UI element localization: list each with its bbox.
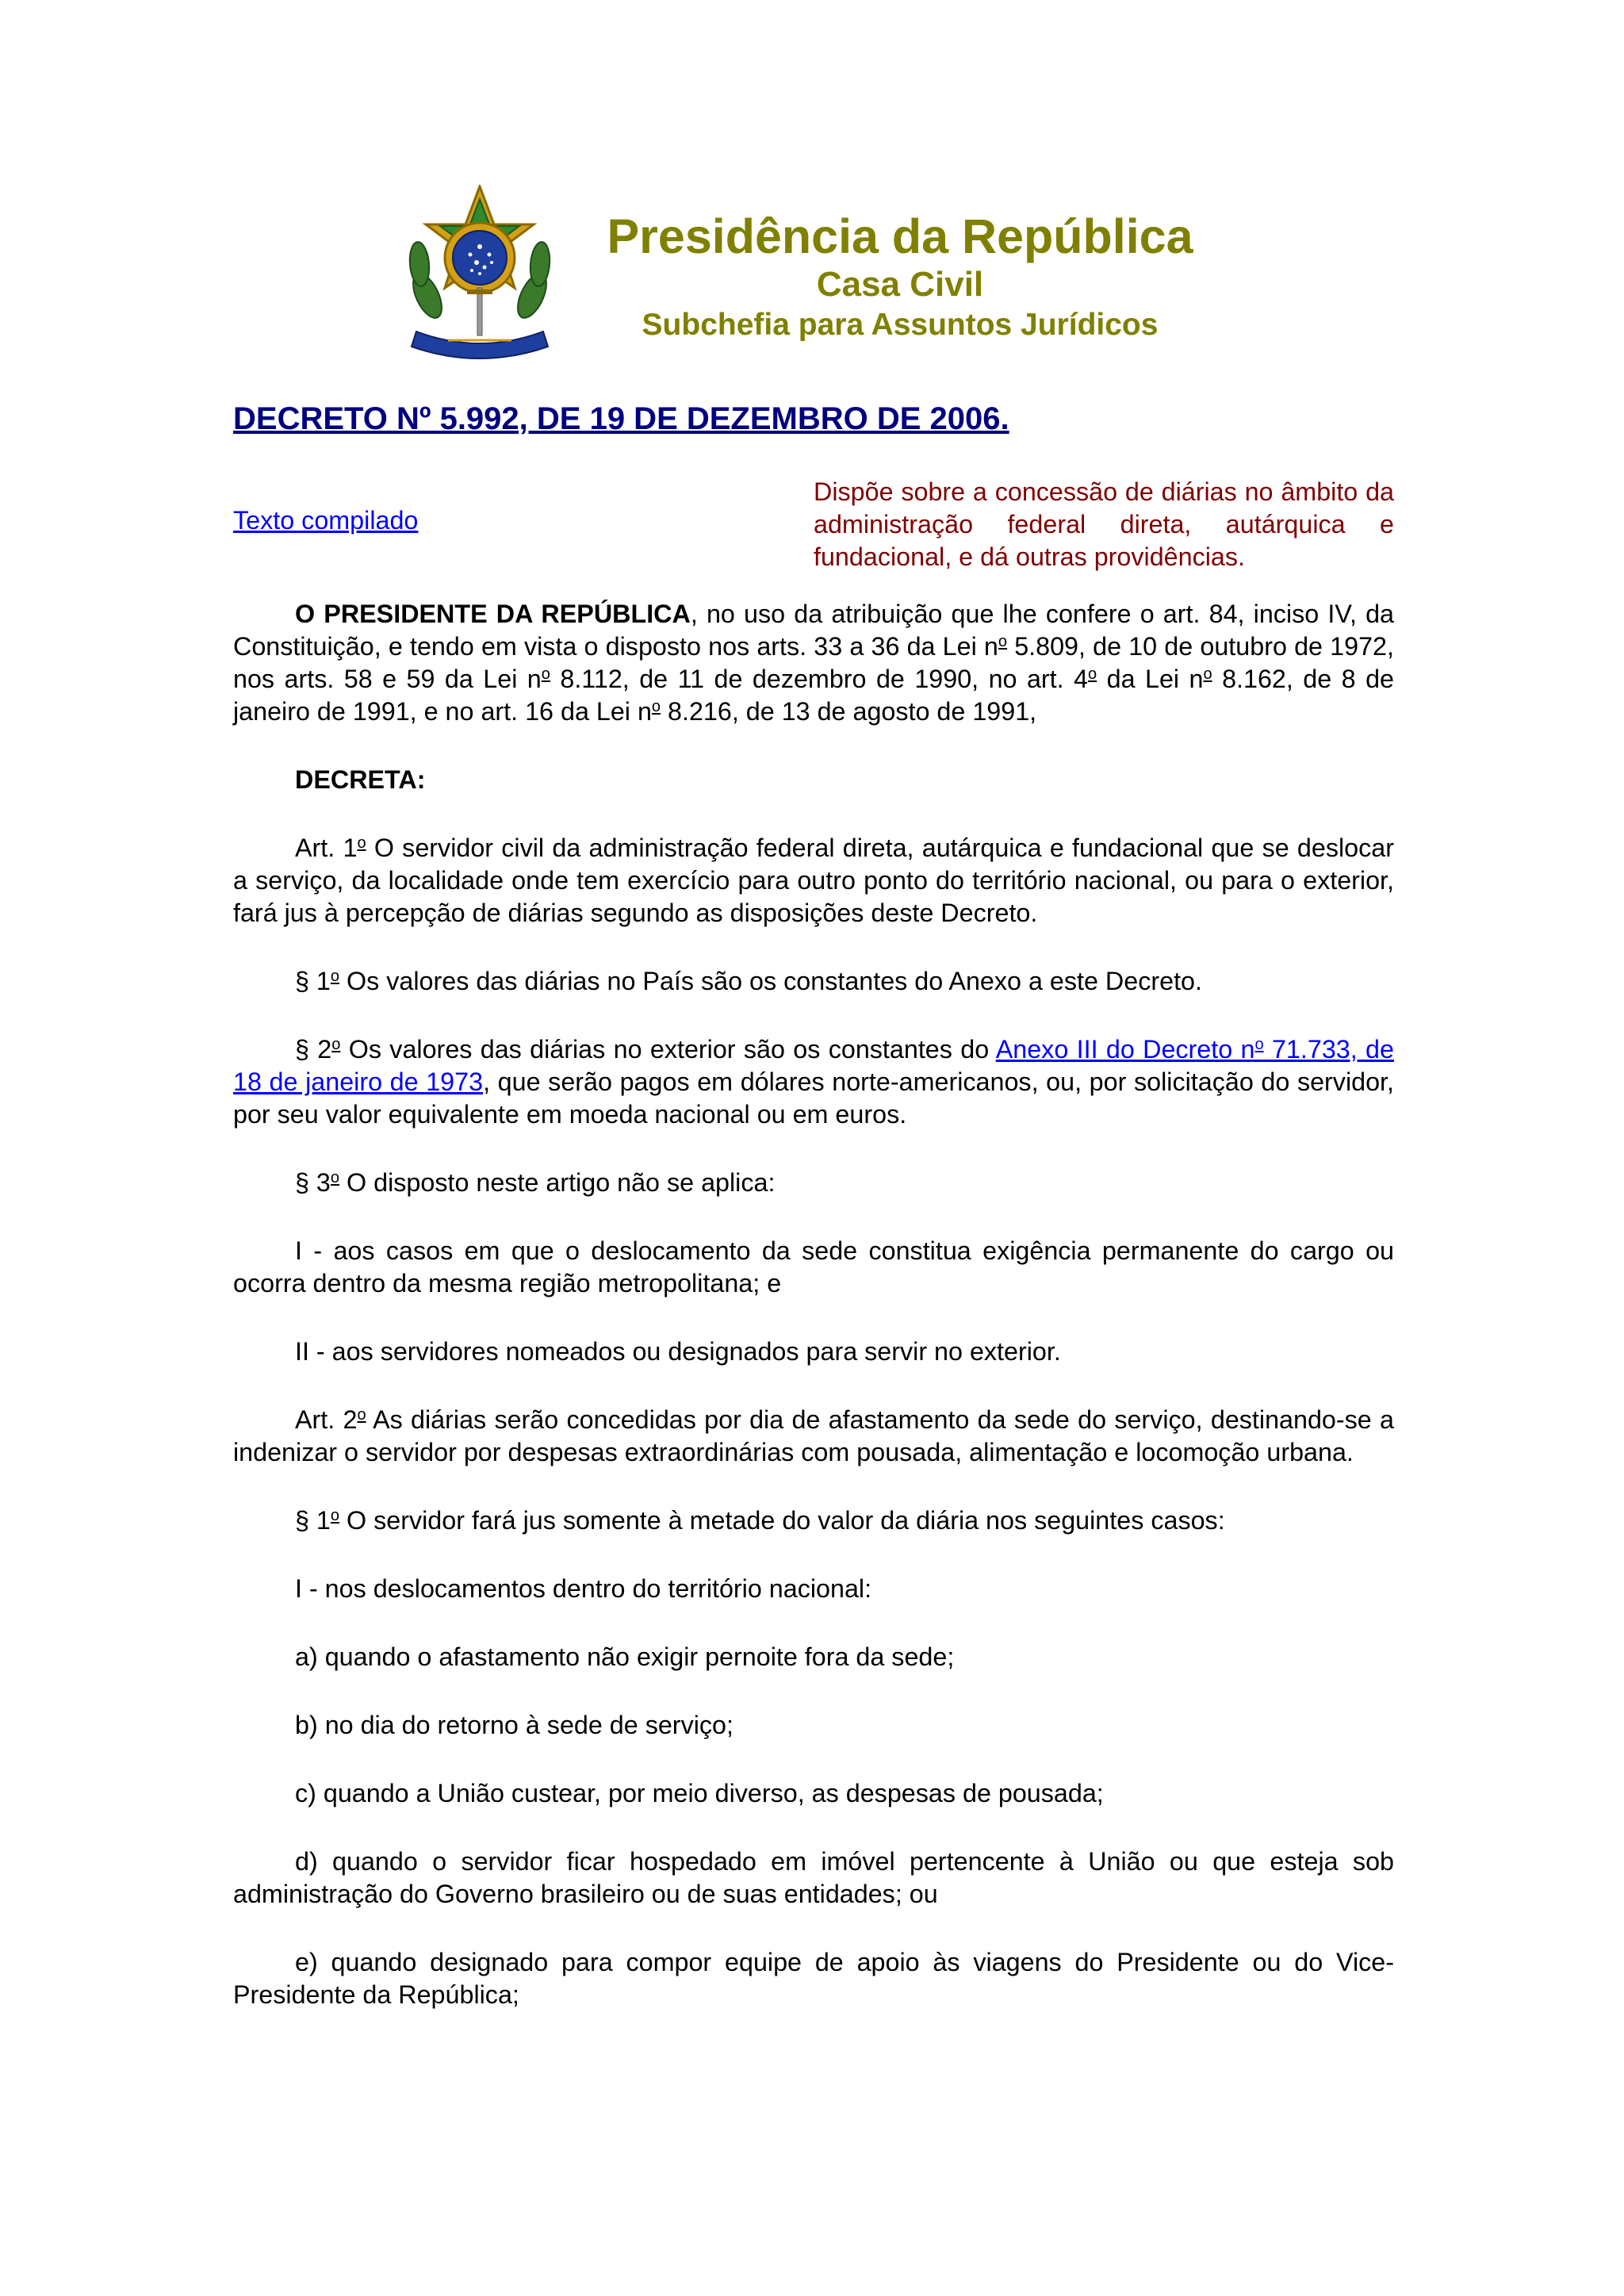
ordinal-sup: o [330,1507,340,1524]
ordinal-sup: o [330,968,340,985]
article-2-paragraph-1 [233,1504,1394,1537]
article-1-paragraph-3-item-i: I - aos casos em que o deslocamento da sede constitua exigência permanente do cargo ou ocorra dentro da mesma região metropolitana; e [233,1236,1394,1297]
ordinal-sup: o [651,698,661,715]
paragraph-text: O servidor fará jus somente à metade do valor da diária nos seguintes casos: [339,1506,1225,1535]
paragraph-label: § 2 [295,1035,332,1064]
decree-body [233,397,1394,2047]
article-1-paragraph-3 [233,1167,1394,1199]
link-text: 71.733, de 18 de janeiro de 1973 [233,1035,1394,1096]
ordinal-sup: o [330,1169,340,1186]
ordinal-sup: o [1088,665,1097,683]
article-2 [233,1404,1394,1469]
header-division: Subchefia para Assuntos Jurídicos [642,308,1159,342]
article-1 [233,832,1394,930]
article-text: O servidor civil da administração federal direta, autárquica e fundacional que se deslocar a serviço, da localidade onde tem exercício para outro ponto do território nacional, ou para o exterior, fará jus à percepção de diárias segundo as disposições deste Decreto. [233,834,1394,927]
paragraph-text: Os valores das diárias no País são os constantes do Anexo a este Decreto. [339,967,1202,995]
article-label: Art. 1 [295,834,358,862]
page-header [400,185,1241,375]
preamble-subject: O PRESIDENTE DA REPÚBLICA [295,600,691,628]
preamble-text: da Lei n [1097,665,1204,693]
decree-title: DECRETO Nº 5.992, DE 19 DE DEZEMBRO DE 2006. [233,401,1009,436]
paragraph-text: , que serão pagos em dólares norte-americanos, ou, por solicitação do servidor, por seu valor equivalente em moeda nacional ou em euros. [233,1068,1395,1129]
ordinal-sup: o [357,1406,366,1424]
ementa: Dispõe sobre a concessão de diárias no âmbito da administração federal direta, autárquica e fundacional, e dá outras providências. [814,477,1394,571]
header-text [563,209,1237,345]
item-c: c) quando a União custear, por meio diverso, as despesas de pousada; [295,1779,1104,1807]
ordinal-sup: o [541,665,550,683]
preamble-text: 5.809, de 10 de outubro de 1972, nos arts. 58 e 59 da Lei n [233,632,1394,693]
paragraph-label: § 1 [295,967,331,995]
ordinal-sup: o [1254,1036,1264,1053]
paragraph-text: O disposto neste artigo não se aplica: [339,1168,776,1197]
decreta-heading: DECRETA: [295,765,426,794]
ordinal-sup: o [331,1036,341,1053]
item-a: a) quando o afastamento não exigir pernoite fora da sede; [295,1642,955,1671]
article-2-paragraph-1-item-i: I - nos deslocamentos dentro do território nacional: [295,1574,872,1603]
article-1-paragraph-1 [233,965,1394,998]
header-title: Presidência da República [607,209,1193,263]
link-text: Anexo III do Decreto n [995,1035,1255,1064]
ordinal-sup: o [1203,665,1212,683]
preamble-text: 8.162, de 8 de janeiro de 1991, e no art. 16 da Lei n [233,665,1394,726]
article-1-paragraph-3-item-ii: II - aos servidores nomeados ou designados para servir no exterior. [295,1337,1061,1366]
preamble [233,598,1394,728]
paragraph-label: § 3 [295,1168,331,1197]
preamble-text: 8.216, de 13 de agosto de 1991, [661,697,1037,726]
item-b: b) no dia do retorno à sede de serviço; [295,1711,733,1739]
header-subtitle: Casa Civil [816,265,984,304]
preamble-text: 8.112, de 11 de dezembro de 1990, no art. 4 [550,665,1089,693]
paragraph-label: § 1 [295,1506,331,1535]
paragraph-text: Os valores das diárias no exterior são os constantes do [340,1035,996,1064]
article-1-paragraph-2 [233,1033,1394,1131]
article-label: Art. 2 [295,1405,358,1434]
compiled-text-link[interactable]: Texto compilado [233,506,419,535]
article-text: As diárias serão concedidas por dia de afastamento da sede do serviço, destinando-se a indenizar o servidor por despesas extraordinárias com pousada, alimentação e locomoção urbana. [233,1405,1394,1466]
item-d: d) quando o servidor ficar hospedado em imóvel pertencente à União ou que esteja sob administração do Governo brasileiro ou de suas entidades; ou [233,1847,1394,1908]
item-e: e) quando designado para compor equipe de apoio às viagens do Presidente ou do Vice-Presidente da República; [233,1948,1394,2009]
summary-row [233,476,1394,574]
brazil-coat-of-arms-icon [400,185,559,367]
ordinal-sup: o [357,834,366,852]
preamble-text: , no uso da atribuição que lhe confere o art. 84, inciso IV, da Constituição, e tendo em vista o disposto nos arts. 33 a 36 da Lei n [233,600,1394,661]
ordinal-sup: o [998,633,1008,650]
